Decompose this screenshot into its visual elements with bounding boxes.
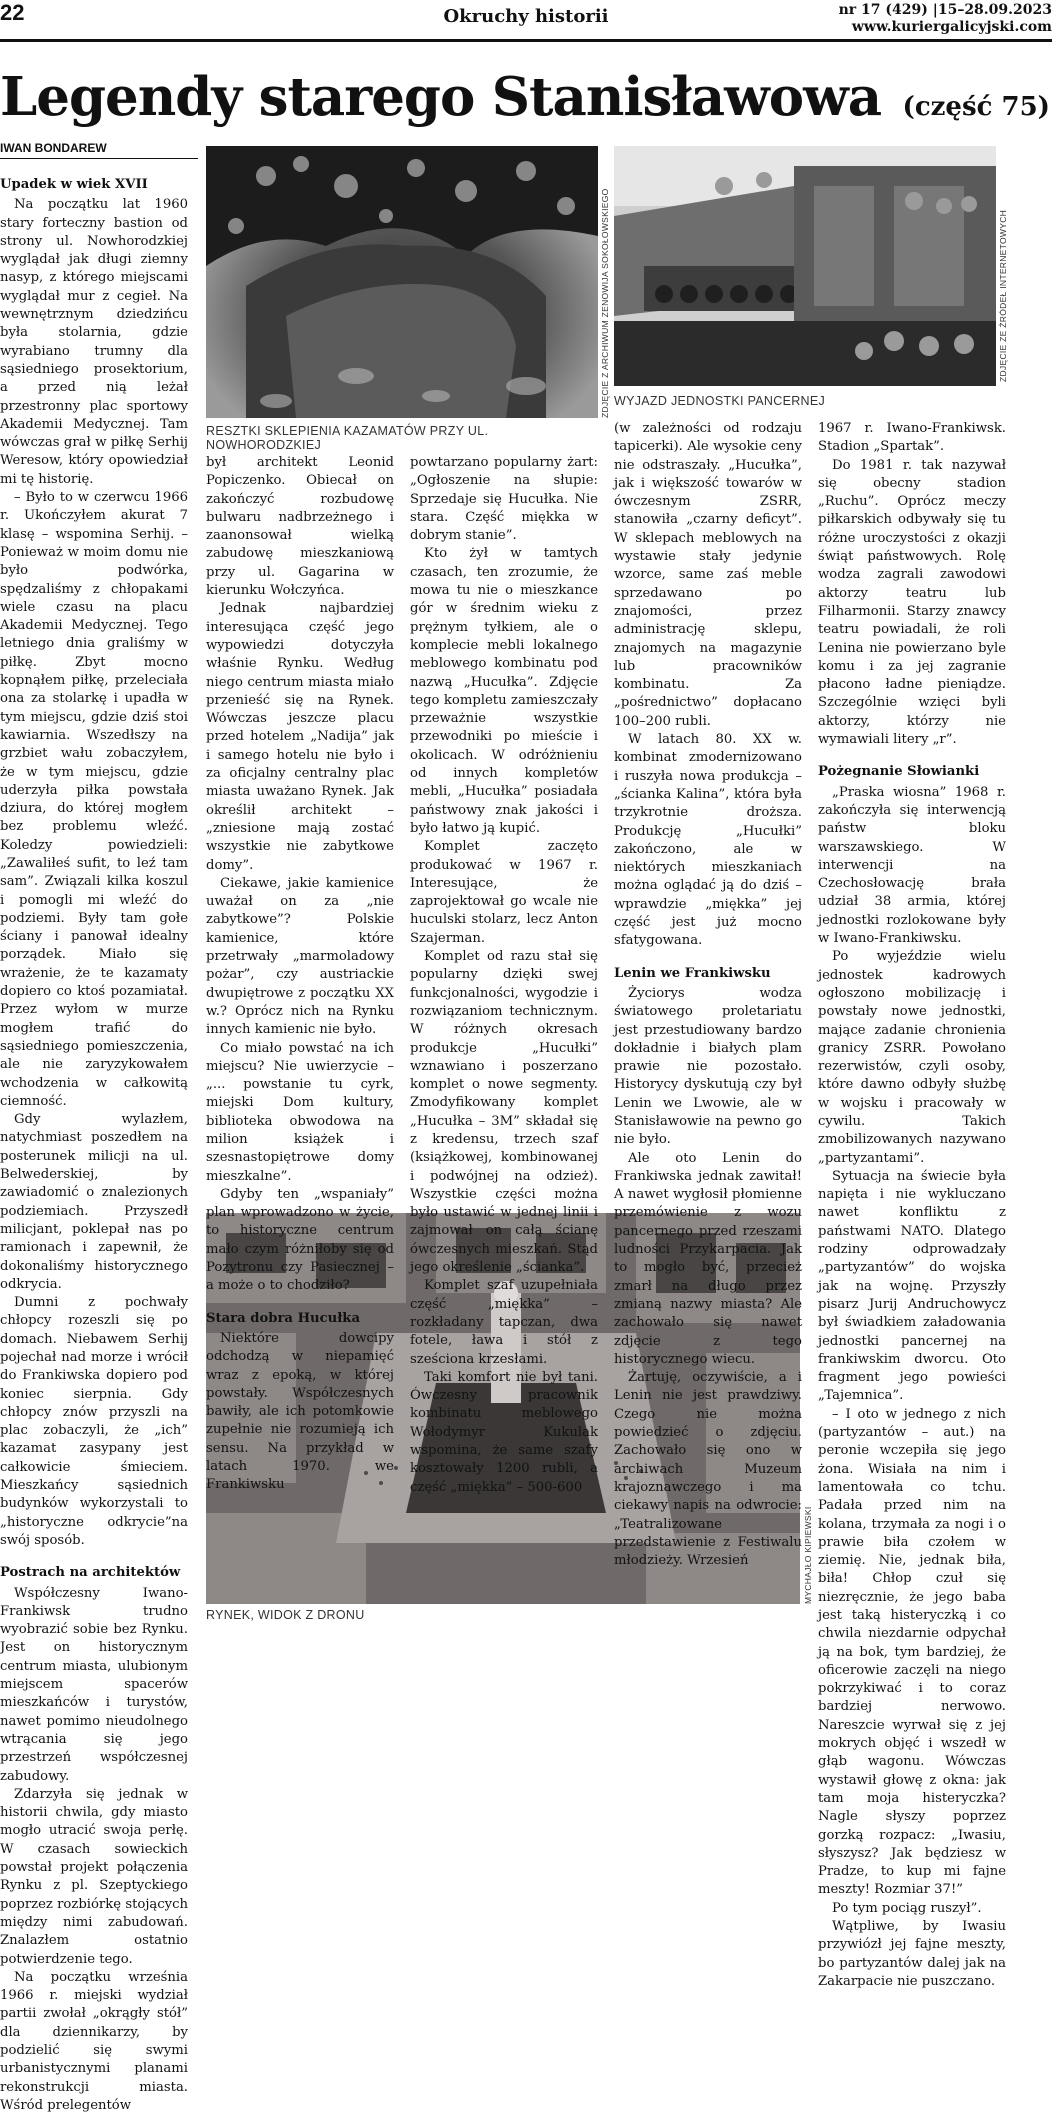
paragraph: Po tym pociąg ruszył”. — [832, 1900, 982, 1916]
paragraph: Zdarzyła się jednak w historii chwila, gdy miasto mogło utracić swoja perłę. W czasach sowieckich powstał projekt połączenia Rynku z pl. Szeptyckiego poprzez rozbiórkę stojących między nimi zabudowań. Znalazłem ostatnio potwierdzenie tego. — [0, 1786, 188, 1967]
paragraph: „Praska wiosna” 1968 r. zakończyła się interwencją państw bloku warszawskiego. W interwencji na Czechosłowację brała udział 38 armia, której jednostki rozlokowane były w Iwano-Frankiwsku. — [818, 784, 1006, 947]
paragraph: Współczesny Iwano-Frankiwsk trudno wyobrazić sobie bez Rynku. Jest on historycznym centrum miasta, ulubionym miejscem spacerów mieszkańców i turystów, nawet pomimo nieudolnego wtrącania się jego przestrzeń współczesnej zabudowy. — [0, 1585, 188, 1784]
paragraph: powtarzano popularny żart: „Ogłoszenie na słupie: Sprzedaje się Hucułka. Nie stara. Część miękka w dobrym stanie”. — [410, 455, 598, 544]
paragraph: Dumni z pochwały chłopcy rozeszli się po domach. Niebawem Serhij pojechał nad morze i wrócił do Frankiwska dopiero pod koniec sierpnia. Gdy chłopcy znów przyszli na plac zobaczyli, że „ich” kazamat zasypany jest całkowicie śmieciem. Mieszkańcy sąsiednich budynków wykorzystali to „historyczne odkrycie”na swój sposób. — [0, 1295, 188, 1548]
photo-kazamaty-image — [206, 146, 598, 418]
article-title-text: Legendy starego Stanisławowa — [0, 66, 882, 128]
photo-pancerna — [614, 146, 996, 386]
paragraph: Kto żył w tamtych czasach, ten zrozumie, że mowa tu nie o mieszkance gór w średnim wieku z prężnym tyłkiem, ale o komplecie mebli lokalnego meblowego kombinatu pod nazwą „Hucułka”. Zdjęcie tego kompletu zamieszczały przeważnie wszystkie przewodniki po mieście i okolicach. W odróżnieniu od innych kompletów mebli, „Hucułka” posiadała państwowy znak jakości i było łatwo ją kupić. — [410, 546, 598, 836]
paragraph: Niektóre dowcipy odchodzą w niepamięć wraz z epoką, w której powstały. Współczesnych bawiły, ale ich potomkowie zupełnie nie rozumieją ich sensu. Na przykład w latach 1970. we Frankiwsku — [206, 1330, 394, 1493]
paragraph: Komplet szaf uzupełniała część „miękka” – rozkładany tapczan, dwa fotele, ława i stół z sześciona krzesłami. — [410, 1278, 598, 1367]
paragraph: Żartuję, oczywiście, a i Lenin nie jest prawdziwy. Czego nie można powiedzieć o zdjęciu. Zachowało się ono w archiwach Muzeum krajoznawczego i ma ciekawy napis na odwrocie: „Teatralizowane przedstawienie z Festiwalu młodzieży. Wrzesień — [614, 1370, 802, 1569]
author-byline: IWAN BONDAREW — [0, 141, 198, 159]
paragraph: Sytuacja na świecie była napięta i nie wykluczano nawet konfliktu z państwami NATO. Dlatego rodziny odprowadzały „partyzantów” do wojska jak na wojnę. Przyszły pisarz Jurij Andruchowycz był świadkiem załadowania jednostki pancernej na frankiwskim dworcu. Oto fragment jego powieści „Tajemnica”. — [818, 1168, 1006, 1404]
article-title — [0, 64, 1052, 130]
subheading-upadek: Upadek w wiek XVII — [0, 177, 148, 192]
paragraph: Ale oto Lenin do Frankiwska jednak zawitał! A nawet wygłosił płomienne przemówienie z wozu pancernego przed rzeszami ludności Przykarpacia. Jak to mogło być, przecież zmarł na długo przez zmianą nazwy miasta? Ale zachowało się nawet zdjęcie z tego historycznego wiecu. — [614, 1150, 802, 1367]
photo-pancerna-image — [614, 146, 996, 386]
paragraph: był architekt Leonid Popiczenko. Obiecał on zakończyć rozbudowę bulwaru nadbrzeżnego i zaanonsował wielką zabudowę mieszkaniową przy ul. Gagarina w kierunku Wołczyńca. — [206, 455, 394, 599]
subheading-lenin: Lenin we Frankiwsku — [614, 965, 771, 981]
paragraph: Ciekawe, jakie kamienice uważał on za „nie zabytkowe”? Polskie kamienice, które przetrwały „marmoladowy pożar”, czy austriackie dwupiętrowe z początku XX w.? Oprócz nich na Rynku innych kamienic nie było. — [206, 875, 394, 1038]
photo-pancerna-credit: ZDJĘCIE ZE ŹRÓDEŁ INTERNETOWYCH — [998, 209, 1008, 382]
issue-info — [839, 2, 1052, 36]
section-title: Okruchy historii — [443, 6, 609, 27]
photo-pancerna-caption: WYJAZD JEDNOSTKI PANCERNEJ — [614, 394, 826, 408]
paragraph: Taki komfort nie był tani. Ówczesny pracownik kombinatu meblowego Wołodymyr Kukulak wspomina, że same szafy kosztowały 1200 rubli, a część „miękka” – 500-600 — [410, 1369, 598, 1495]
paragraph: Do 1981 r. tak nazywał się obecny stadion „Ruchu”. Oprócz meczy piłkarskich odbywały się tu różne uroczystości z okazji świąt państwowych. Rolę wodza zagrali zawodowi aktorzy teatru lub Filharmonii. Starzy znawcy teatru powiadali, że roli Lenina nie powierzano byle komu i za jej zagranie płacono ładne pieniądze. Szczególnie wzięci byli aktorzy, którzy nie wymawiali litery „r”. — [818, 457, 1006, 748]
photo-rynek-caption: RYNEK, WIDOK Z DRONU — [206, 1608, 365, 1622]
paragraph: 1967 r. Iwano-Frankiwsk. Stadion „Spartak”. — [818, 421, 1006, 455]
paragraph: – I oto w jednego z nich (partyzantów – aut.) na peronie wczepiła się jego żona. Wisiała na nim i lamentowała co tchu. Padała przed nim na kolana, trzymała za nogi i o prawie biła czołem w ziemię. Nie, jednak biła, biła! Chłop czuł się niezręcznie, że jego baba jest taką histeryczką i co chwila niezdarnie odpychał ją na bok, tym bardziej, że oficerowie zaczęli na niego pokrzykiwać i to coraz bardziej nerwowo. Nareszcie wyrwał się z jej mokrych objęć i wszedł w głąb wagonu. Wówczas wystawił głowę z okna: jak tam moja histeryczka? Nagle słyszy poprzez gorzką rozpacz: „Iwasiu, słyszysz? Jak będziesz w Pradze, to kup mi fajne meszty! Rozmiar 37!” — [818, 1406, 1006, 1898]
photo-rynek-credit: MYCHAJŁO KIPIEWSKI — [803, 1506, 813, 1604]
paragraph: Życiorys wodza światowego proletariatu jest przestudiowany bardzo dokładnie i białych plam prawie nie pozostało. Historycy dyskutują czy był Lenin we Lwowie, ale w Stanisławowie na pewno go nie było. — [614, 985, 802, 1148]
paragraph: (w zależności od rodzaju tapicerki). Ale wysokie ceny nie odstraszały. „Hucułka”, jak i większość towarów w ówczesnym ZSRR, stanowiła „czarny deficyt”. W sklepach meblowych na wystawie stały jedynie wzorce, same zaś meble sprzedawano po znajomości, przez administrację sklepu, znajomych na magazynie lub pracowników kombinatu. Za „pośrednictwo” dopłacano 100–200 rubli. — [614, 421, 802, 729]
column-5 — [818, 420, 1006, 1989]
photo-kazamaty-caption: RESZTKI SKLEPIENIA KAZAMATÓW PRZY UL. NOWHORODZKIEJ — [206, 424, 489, 452]
paragraph: Jednak najbardziej interesująca część jego wypowiedzi dotyczyła właśnie Rynku. Według niego centrum miasta miało przenieść się na Rynek. Wówczas jeszcze placu przed hotelem „Nadija” jak i samego hotelu nie było i za oficjalny centralny plac miasta uważano Rynek. Jak określił architekt – „zniesione mają zostać wszystkie nie zabytkowe domy”. — [206, 601, 394, 873]
paragraph: – Było to w czerwcu 1966 r. Ukończyłem akurat 7 klasę – wspomina Serhij. – Ponieważ w moim domu nie było podwórka, spędzaliśmy z chłopakami wiele czasu na placu Akademii Medycznej. Tego letniego dnia graliśmy w piłkę. Zbyt mocno kopnąłem piłkę, przeleciała ona za stolarkę i upadła w tym miejscu, gdzie dziś stoi kawiarnia. Wszedłszy na grzbiet wału zobaczyłem, że w tym miejscu, gdzie uderzyła piłka powstała dziura, do której mogłem bez problemu wleźć. Koledzy powiedzieli: „Zawaliłeś sufit, to leź tam sam”. Związali kilka koszul i pomogli mi wleźć do podziemi. Były tam gołe ściany i panował idealny porządek. Miało się wrażenie, że te kazamaty dopiero co ktoś pozamiatał. Przez wyłom w murze mogłem trafić do sąsiedniego pomieszczenia, ale nie zaryzykowałem wchodzenia w całkowitą ciemność. — [0, 490, 188, 1109]
paragraph: Wątpliwe, by Iwasiu przywiózł jej fajne meszty, bo partyzantów dalej jak na Zakarpacie nie puszczano. — [818, 1919, 1006, 1989]
page-number: 22 — [0, 0, 25, 25]
paragraph: W latach 80. XX w. kombinat zmodernizowano i ruszyła nowa produkcja – „ścianka Kalina”, która była trzykrotnie droższa. Produkcję „Hucułki” zakończono, ale w niektórych mieszkaniach można oglądać ją do dziś – wprawdzie „miękka” jej część jest już mocno sfatygowana. — [614, 732, 802, 949]
paragraph: Komplet zaczęto produkować w 1967 r. Interesujące, że zaprojektował go wcale nie huculski stolarz, lecz Anton Szajerman. — [410, 839, 598, 946]
paragraph: Co miało powstać na ich miejscu? Nie uwierzycie – „... powstanie tu cyrk, miejski Dom kultury, biblioteka obwodowa na milion książek i szesnastopiętrowe domy mieszkalne”. — [206, 1040, 394, 1184]
website-link[interactable]: www.kuriergalicyjski.com — [851, 19, 1052, 35]
photo-kazamaty-credit: ZDJĘCIE Z ARCHIWUM ZENOWIJA SOKOŁOWSKIEGO — [600, 188, 610, 418]
paragraph: Na początku lat 1960 stary forteczny bastion od strony ul. Nowhorodzkiej wyglądał jak długi ziemny nasyp, z którego miejscami wyglądał mur z cegieł. Na wewnętrznym dziedzińcu była stolarnia, gdzie wyrabiano trumny dla sąsiedniego prosektorium, a przed nią leżał przestronny plac sportowy Akademii Medycznej. Tam wówczas grał w piłkę Serhij Weresow, który opowiedział mi tę historię. — [0, 197, 188, 487]
paragraph: Komplet od razu stał się popularny dzięki swej funkcjonalności, wygodzie i rozwiązaniom technicznym. W różnych okresach produkcje „Hucułki” wznawiano i poszerzano komplet o nowe segmenty. Zmodyfikowany komplet „Hucułka – 3M” składał się z kredensu, trzech szaf (książkowej, kombinowanej i podwójnej na odzież). Wszystkie części można było ustawić w jednej linii i zajmował on całą ścianę ówczesnych mieszkań. Stąd jego określenie „ścianka”. — [410, 949, 598, 1276]
column-4 — [614, 420, 802, 1569]
subheading-pozegnanie: Pożegnanie Słowianki — [818, 764, 980, 780]
column-2 — [206, 454, 394, 1493]
subheading-postrach: Postrach na architektów — [0, 1565, 181, 1581]
paragraph: Gdyby ten „wspaniały” plan wprowadzono w życie, to historyczne centrum mało czym różniłoby się od Pozytronu czy Pasiecznej – a może o to chodziło? — [206, 1186, 394, 1294]
paragraph: Po wyjeździe wielu jednostek kadrowych ogłoszono mobilizację i powstały nowe jednostki, mające zadanie chronienia granicy ZSRR. Powołano rezerwistów, czyli osoby, które dawno odbyły służbę w wojsku i pracowały w cywilu. Takich zmobilizowanych nazywano „partyzantami”. — [818, 949, 1006, 1166]
paragraph: Na początku września 1966 r. miejski wydział partii zwołał „okrągły stół” dla dziennikarzy, by podzielić się swymi urbanistycznymi planami rekonstrukcji miasta. Wśród prelegentów — [0, 1969, 188, 2113]
page-header — [0, 0, 1052, 42]
article-title-part: (część 75) — [902, 92, 1050, 122]
issue-number: nr 17 (429) |15–28.09.2023 — [838, 2, 1052, 18]
paragraph: Gdy wylazłem, natychmiast poszedłem na posterunek milicji na ul. Belwederskiej, by zawiadomić o znalezionych podziemiach. Przyszedł milicjant, poklepał nas po ramionach i zapewnił, że dokonaliśmy historycznego odkrycia. — [0, 1112, 188, 1292]
column-1 — [0, 176, 188, 2113]
photo-kazamaty — [206, 146, 598, 418]
column-3 — [410, 454, 598, 1495]
subheading-hucułka: Stara dobra Hucułka — [206, 1310, 360, 1326]
